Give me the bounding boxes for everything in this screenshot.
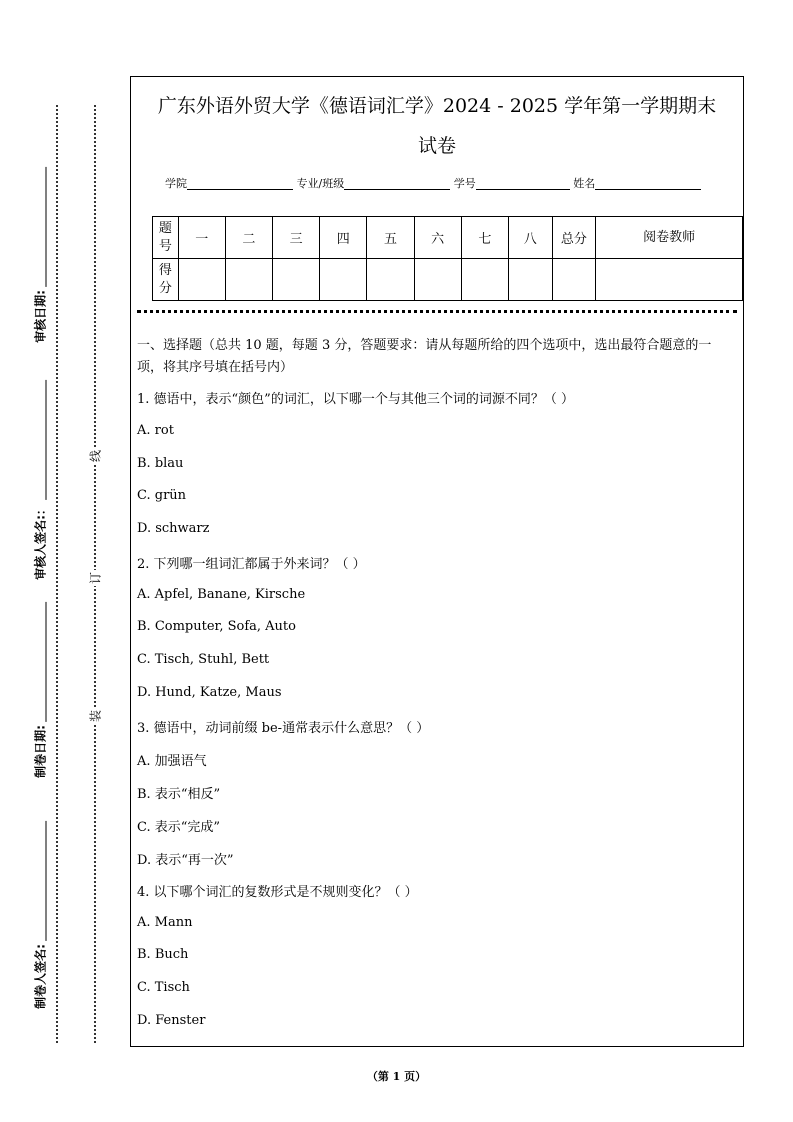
- question-stem: 4. 以下哪个词汇的复数形式是不规则变化？（ ）: [137, 885, 418, 900]
- score-col-total: 总分: [552, 217, 596, 259]
- score-cell[interactable]: [273, 259, 320, 301]
- score-cell[interactable]: [225, 259, 272, 301]
- option-item: A. 加强语气: [137, 754, 207, 769]
- reviewer-signature-field: [32, 380, 49, 580]
- field-major-label: 专业/班级: [296, 177, 345, 190]
- binding-dotted-line-left: [56, 105, 58, 1043]
- dotted-separator: [137, 310, 737, 313]
- option-item: B. blau: [137, 456, 184, 471]
- option-item: C. grün: [137, 488, 187, 503]
- question-stem: 3. 德语中，动词前缀 be-通常表示什么意思？（ ）: [137, 721, 430, 736]
- field-college-label: 学院: [165, 177, 187, 190]
- option-item: D. 表示“再一次”: [137, 853, 234, 868]
- score-cell[interactable]: [461, 259, 508, 301]
- score-table: [152, 216, 743, 301]
- review-date-field: [32, 167, 49, 343]
- score-cell[interactable]: [596, 259, 743, 301]
- field-name-label: 姓名: [573, 177, 596, 190]
- score-col-grader: 阅卷教师: [596, 217, 743, 259]
- score-cell[interactable]: [367, 259, 414, 301]
- score-col-7: 七: [461, 217, 508, 259]
- score-col-1: 一: [178, 217, 225, 259]
- binding-char-xian: 线: [88, 449, 103, 463]
- field-name-blank[interactable]: [595, 177, 701, 190]
- question-stem: 1. 德语中，表示“颜色”的词汇，以下哪一个与其他三个词的词源不同？（ ）: [137, 392, 574, 407]
- page-number: （第 1 页）: [366, 1070, 427, 1083]
- score-col-5: 五: [367, 217, 414, 259]
- option-item: B. 表示“相反”: [137, 787, 221, 802]
- score-cell[interactable]: [178, 259, 225, 301]
- option-item: C. Tisch, Stuhl, Bett: [137, 652, 270, 667]
- exam-title-line2: 试卷: [417, 135, 456, 157]
- compiler-signature-field: [32, 821, 49, 1009]
- score-col-8: 八: [508, 217, 552, 259]
- reviewer-signature-label: 审核人签名:：: [33, 503, 48, 580]
- option-item: D. Fenster: [137, 1013, 206, 1028]
- field-id-blank[interactable]: [476, 177, 570, 190]
- binding-char-zhuang: 装: [88, 709, 103, 723]
- question-stem: 2. 下列哪一组词汇都属于外来词？（ ）: [137, 557, 366, 572]
- score-col-2: 二: [225, 217, 272, 259]
- compile-date-field: [32, 602, 49, 778]
- compiler-signature-label: 制卷人签名:: [33, 944, 48, 1009]
- option-item: B. Buch: [137, 947, 189, 962]
- option-item: A. rot: [137, 423, 174, 438]
- score-col-6: 六: [414, 217, 461, 259]
- score-col-3: 三: [273, 217, 320, 259]
- student-info-row: [165, 175, 701, 191]
- option-item: D. schwarz: [137, 521, 210, 536]
- score-col-4: 四: [320, 217, 367, 259]
- score-cell[interactable]: [508, 259, 552, 301]
- option-item: B. Computer, Sofa, Auto: [137, 619, 296, 634]
- option-item: C. 表示“完成”: [137, 820, 221, 835]
- option-item: A. Mann: [137, 915, 193, 930]
- score-row-label-question: 题号: [153, 217, 179, 259]
- field-college-blank[interactable]: [187, 177, 293, 190]
- score-cell[interactable]: [552, 259, 596, 301]
- exam-title-line1: 广东外语外贸大学《德语词汇学》2024 - 2025 学年第一学期期末: [157, 95, 717, 117]
- option-item: D. Hund, Katze, Maus: [137, 685, 282, 700]
- field-id-label: 学号: [453, 177, 476, 190]
- option-item: A. Apfel, Banane, Kirsche: [137, 587, 306, 602]
- score-cell[interactable]: [320, 259, 367, 301]
- binding-char-ding: 订: [88, 571, 103, 585]
- field-major-blank[interactable]: [344, 177, 450, 190]
- exam-frame: [130, 76, 744, 1047]
- score-cell[interactable]: [414, 259, 461, 301]
- option-item: C. Tisch: [137, 980, 190, 995]
- compile-date-label: 制卷日期:: [33, 725, 48, 778]
- section-heading: 一、选择题（总共 10 题，每题 3 分，答题要求：请从每题所给的四个选项中，选出最符合题意的一项，将其序号填在括号内）: [137, 338, 712, 375]
- review-date-label: 审核日期:: [33, 290, 48, 343]
- score-row-label-score: 得分: [153, 259, 179, 301]
